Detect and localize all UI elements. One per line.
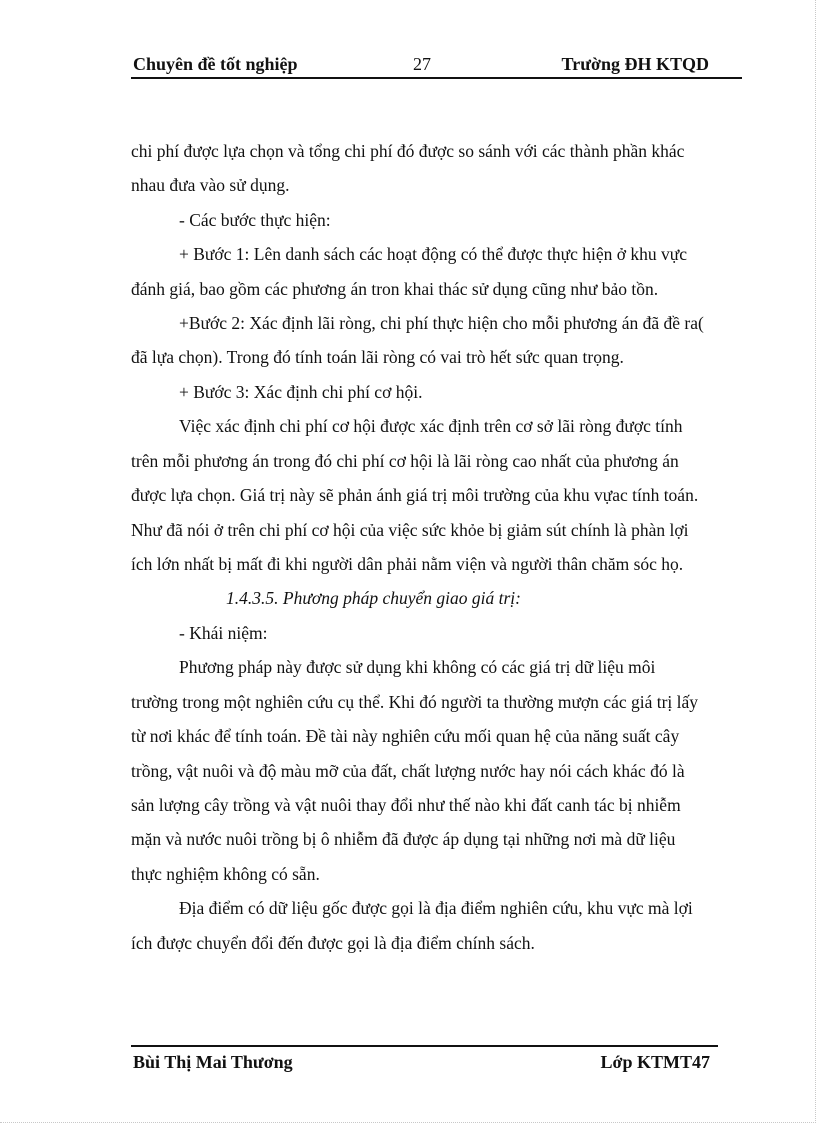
text-line: Như đã nói ở trên chi phí cơ hội của việc sức khỏe bị giảm sút chính là phàn lợi — [131, 520, 689, 540]
text-line: Việc xác định chi phí cơ hội được xác định trên cơ sở lãi ròng được tính — [179, 416, 683, 436]
text-line: sản lượng cây trồng và vật nuôi thay đổi như thế nào khi đất canh tác bị nhiễm — [131, 795, 681, 815]
text-line: - Các bước thực hiện: — [179, 210, 331, 230]
footer-author: Bùi Thị Mai Thương — [133, 1052, 293, 1072]
text-line: ích được chuyển đổi đến được gọi là địa điểm chính sách. — [131, 933, 535, 953]
text-line: thực nghiệm không có sẵn. — [131, 864, 320, 884]
text-line: mặn và nước nuôi trồng bị ô nhiễm đã được áp dụng tại những nơi mà dữ liệu — [131, 829, 676, 849]
header-title: Chuyên đề tốt nghiệp — [133, 54, 298, 74]
text-line: ích lớn nhất bị mất đi khi người dân phải nằm viện và người thân chăm sóc họ. — [131, 554, 684, 574]
text-line: được lựa chọn. Giá trị này sẽ phản ánh giá trị môi trường của khu vựac tính toán. — [131, 485, 699, 505]
text-line: Phương pháp này được sử dụng khi không có các giá trị dữ liệu môi — [179, 657, 656, 677]
text-line: +Bước 2: Xác định lãi ròng, chi phí thực hiện cho mỗi phương án đã đề ra( — [179, 313, 704, 333]
text-line: trường trong một nghiên cứu cụ thể. Khi đó người ta thường mượn các giá trị lấy — [131, 692, 699, 712]
page-number: 27 — [413, 54, 431, 74]
text-line: + Bước 3: Xác định chi phí cơ hội. — [179, 382, 423, 402]
text-line: đã lựa chọn). Trong đó tính toán lãi ròng có vai trò hết sức quan trọng. — [131, 347, 624, 367]
text-line: chi phí được lựa chọn và tổng chi phí đó được so sánh với các thành phần khác — [131, 141, 685, 161]
text-line: Địa điểm có dữ liệu gốc được gọi là địa điểm nghiên cứu, khu vực mà lợi — [179, 898, 693, 918]
footer-class: Lớp KTMT47 — [600, 1052, 710, 1072]
text-line: trên mỗi phương án trong đó chi phí cơ hội là lãi ròng cao nhất của phương án — [131, 451, 679, 471]
text-line: + Bước 1: Lên danh sách các hoạt động có thể được thực hiện ở khu vực — [179, 244, 688, 264]
page-footer — [131, 1045, 718, 1077]
header-school: Trường ĐH KTQD — [561, 54, 709, 74]
page-header — [131, 52, 742, 79]
text-line: từ nơi khác để tính toán. Đề tài này nghiên cứu mối quan hệ của năng suất cây — [131, 726, 680, 746]
text-line: đánh giá, bao gồm các phương án tron khai thác sử dụng cũng như bảo tồn. — [131, 279, 659, 299]
text-line: - Khái niệm: — [179, 623, 268, 643]
section-heading: 1.4.3.5. Phương pháp chuyển giao giá trị: — [226, 588, 521, 608]
text-line: trồng, vật nuôi và độ màu mỡ của đất, chất lượng nước hay nói cách khác đó là — [131, 761, 685, 781]
text-line: nhau đưa vào sử dụng. — [131, 175, 290, 195]
